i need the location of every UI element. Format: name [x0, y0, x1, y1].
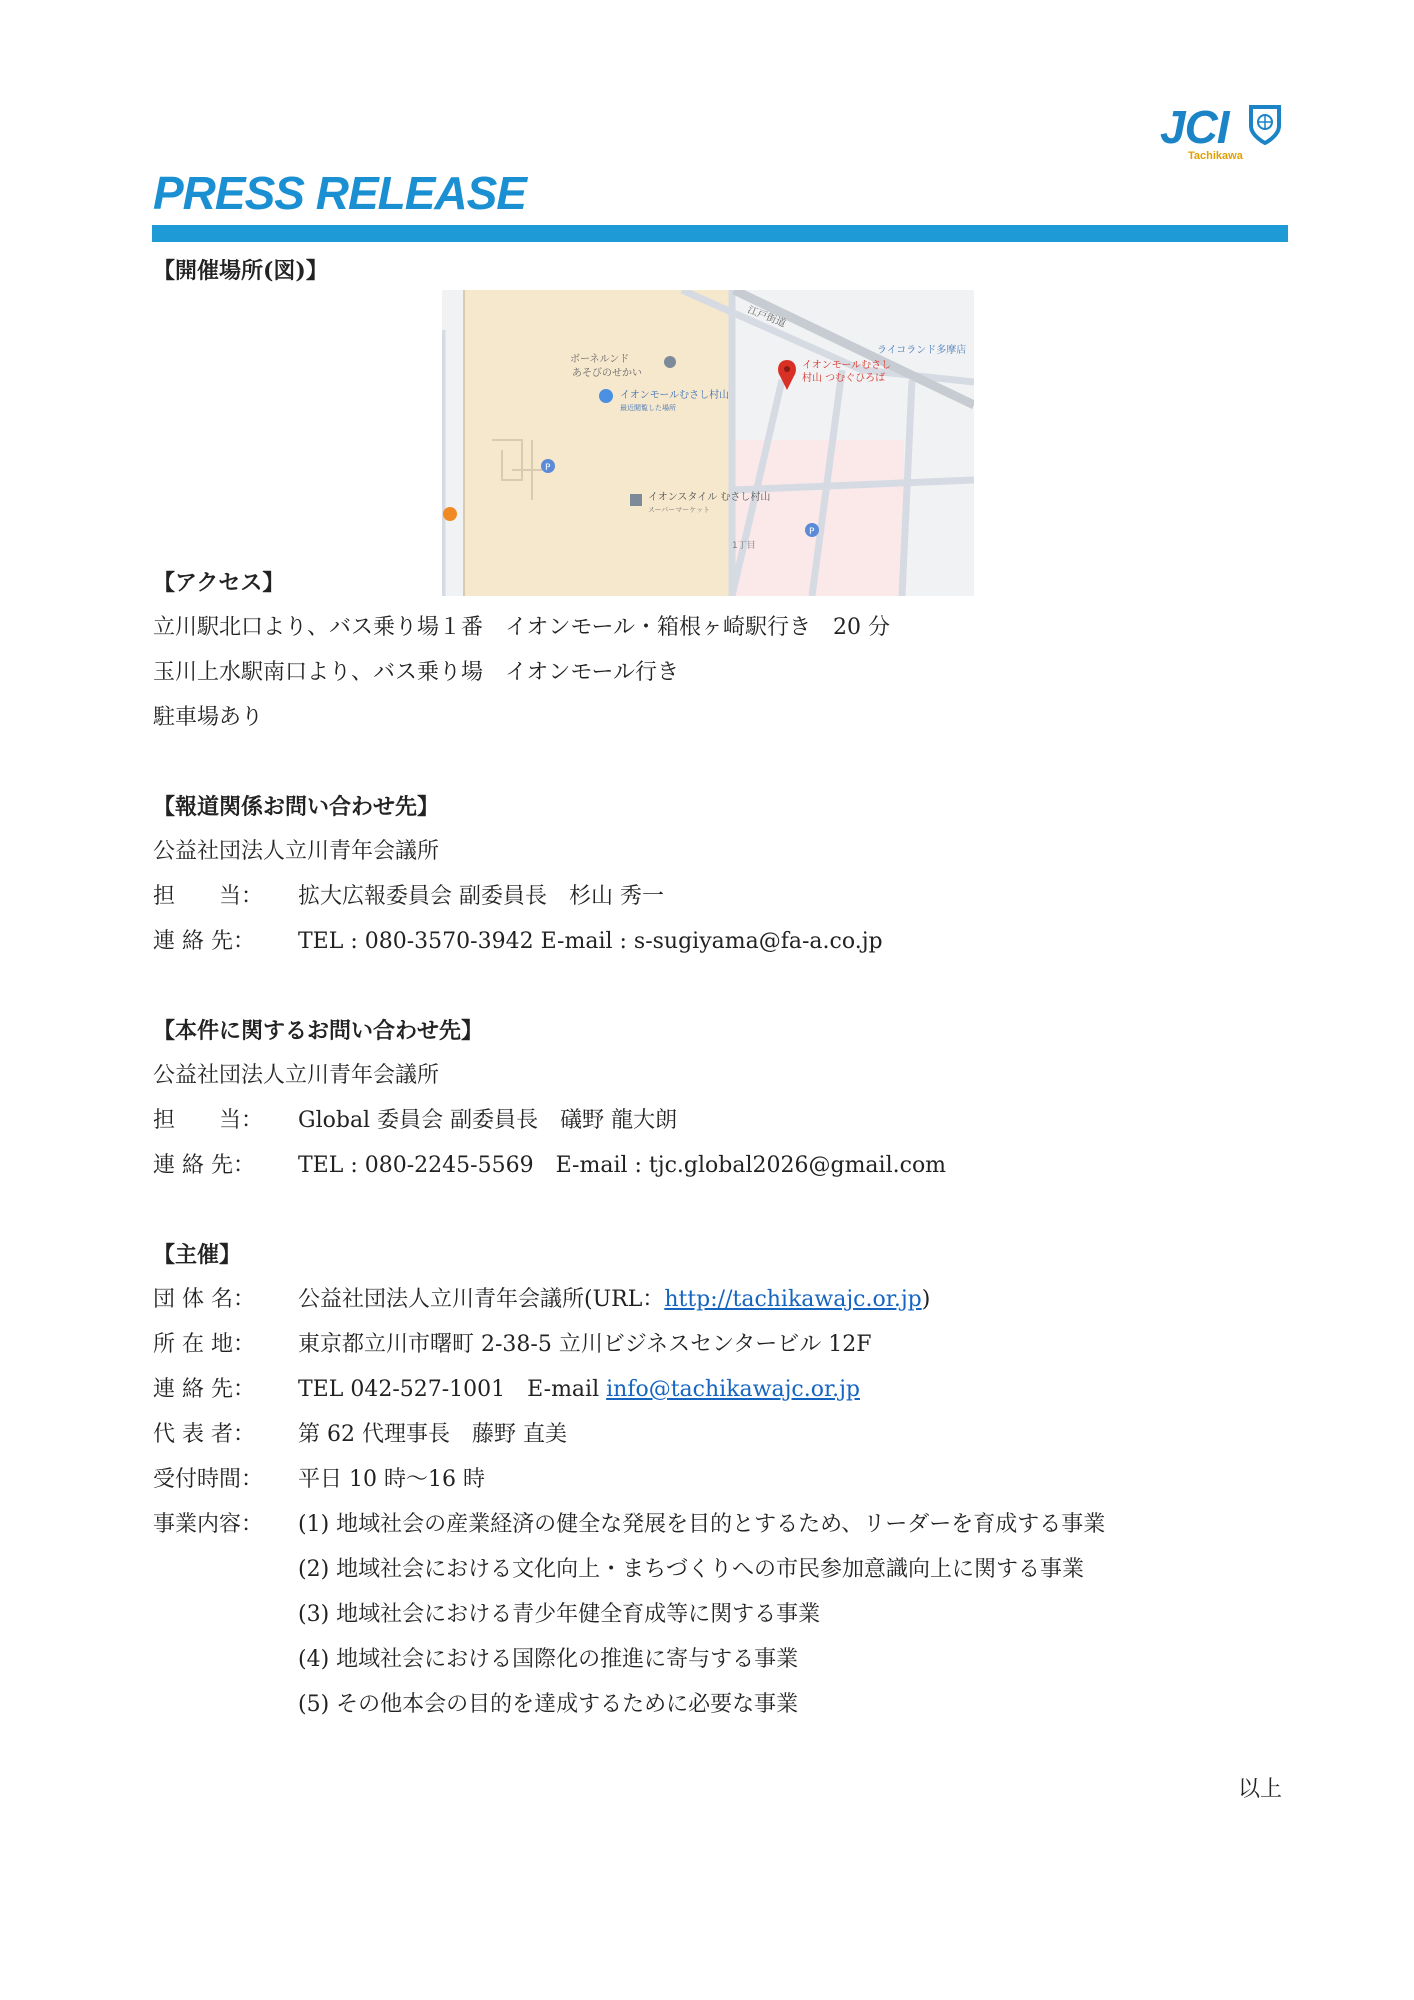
- field-value: 第 62 代理事長 藤野 直美: [298, 1422, 567, 1447]
- field-value: 拡大広報委員会 副委員長 杉山 秀一: [298, 884, 664, 909]
- access-line: 立川駅北口より、バス乗り場１番 イオンモール・箱根ヶ崎駅行き 20 分: [153, 615, 891, 640]
- map-label-store2: イオンスタイル むさし村山: [648, 492, 771, 503]
- inquiry-contact-person-row: [153, 1106, 677, 1136]
- jci-logo: [1160, 100, 1300, 162]
- business-item: (3) 地域社会における青少年健全育成等に関する事業: [298, 1602, 821, 1627]
- field-label: 連 絡 先：: [153, 929, 255, 954]
- organizer-name-row: [153, 1285, 930, 1315]
- inquiry-contact-info-row: [153, 1151, 946, 1181]
- press-contact-info-row: [153, 927, 883, 957]
- organizer-address-row: [153, 1330, 872, 1360]
- field-label: 担 当：: [153, 1108, 264, 1133]
- access-line: 駐車場あり: [153, 705, 264, 730]
- field-value: TEL 042-527-1001 E-mail: [298, 1377, 607, 1402]
- inquiry-contact-heading: 【本件に関するお問い合わせ先】: [153, 1018, 484, 1044]
- press-contact-heading: 【報道関係お問い合わせ先】: [153, 794, 440, 820]
- press-contact-org: 公益社団法人立川青年会議所: [153, 839, 440, 864]
- field-value: 平日 10 時〜16 時: [298, 1467, 485, 1492]
- field-value: 東京都立川市曙町 2-38-5 立川ビジネスセンタービル 12F: [298, 1332, 872, 1357]
- field-label: 事業内容：: [153, 1512, 264, 1537]
- organizer-rep-row: [153, 1420, 567, 1450]
- organizer-email-link[interactable]: info@tachikawajc.or.jp: [606, 1377, 860, 1402]
- field-label: 団 体 名：: [153, 1287, 255, 1312]
- venue-map[interactable]: [442, 290, 974, 596]
- logo-subtitle: Tachikawa: [1188, 150, 1243, 162]
- field-label: 連 絡 先：: [153, 1153, 255, 1178]
- field-value: TEL : 080-2245-5569 E-mail : tjc.global2026@gmail.com: [298, 1153, 947, 1178]
- shopping-bag-icon: [599, 389, 613, 403]
- inquiry-contact-org: 公益社団法人立川青年会議所: [153, 1063, 440, 1088]
- field-value: Global 委員会 副委員長 礒野 龍大朗: [298, 1108, 678, 1133]
- business-item: (1) 地域社会の産業経済の健全な発展を目的とするため、リーダーを育成する事業: [298, 1512, 1106, 1537]
- organizer-business-row: [153, 1510, 1105, 1540]
- place-icon: [664, 356, 676, 368]
- press-contact-person-row: [153, 882, 664, 912]
- map-label-place1: ボーネルンド: [570, 354, 630, 365]
- map-label-place1b: あそびのせかい: [572, 368, 642, 379]
- field-label: 所 在 地：: [153, 1332, 255, 1357]
- field-label: 連 絡 先：: [153, 1377, 255, 1402]
- map-label-mall: イオンモールむさし村山: [620, 390, 730, 401]
- organizer-heading: 【主催】: [153, 1242, 242, 1268]
- field-value: ): [921, 1287, 931, 1312]
- field-label: 担 当：: [153, 884, 264, 909]
- organizer-hours-row: [153, 1465, 485, 1495]
- svg-text:P: P: [545, 463, 551, 473]
- map-label-store: ライコランド多摩店: [877, 345, 967, 356]
- field-value: TEL : 080-3570-3942 E-mail : s-sugiyama@fa-a.co.jp: [298, 929, 883, 954]
- map-label-chome: 1丁目: [732, 541, 756, 551]
- business-item: (2) 地域社会における文化向上・まちづくりへの市民参加意識向上に関する事業: [298, 1557, 1084, 1582]
- business-item: (5) その他本会の目的を達成するために必要な事業: [298, 1692, 799, 1717]
- closing-text: 以上: [1238, 1777, 1283, 1802]
- venue-heading: 【開催場所(図)】: [153, 258, 328, 284]
- map-label-recent: 最近閲覧した場所: [620, 404, 676, 412]
- food-icon: [443, 507, 457, 521]
- field-value: 公益社団法人立川青年会議所(URL：: [298, 1287, 665, 1312]
- logo-text: JCI: [1160, 101, 1229, 153]
- map-label-destination-b: 村山 つむぐひろば: [802, 373, 886, 384]
- jci-shield-icon: [1248, 104, 1282, 146]
- map-label-road: 江戸街道: [745, 304, 788, 330]
- organizer-contact-row: [153, 1375, 860, 1405]
- field-label: 受付時間：: [153, 1467, 264, 1492]
- business-item: (4) 地域社会における国際化の推進に寄与する事業: [298, 1647, 799, 1672]
- field-label: 代 表 者：: [153, 1422, 255, 1447]
- map-label-destination: イオンモールむさし: [802, 360, 892, 371]
- organizer-url-link[interactable]: http://tachikawajc.or.jp: [664, 1287, 922, 1312]
- page-title: PRESS RELEASE: [153, 167, 526, 219]
- title-bar: [152, 225, 1288, 242]
- access-line: 玉川上水駅南口より、バス乗り場 イオンモール行き: [153, 660, 680, 685]
- svg-text:P: P: [809, 527, 815, 537]
- map-label-super: スーパーマーケット: [648, 506, 710, 514]
- access-heading: 【アクセス】: [153, 570, 285, 596]
